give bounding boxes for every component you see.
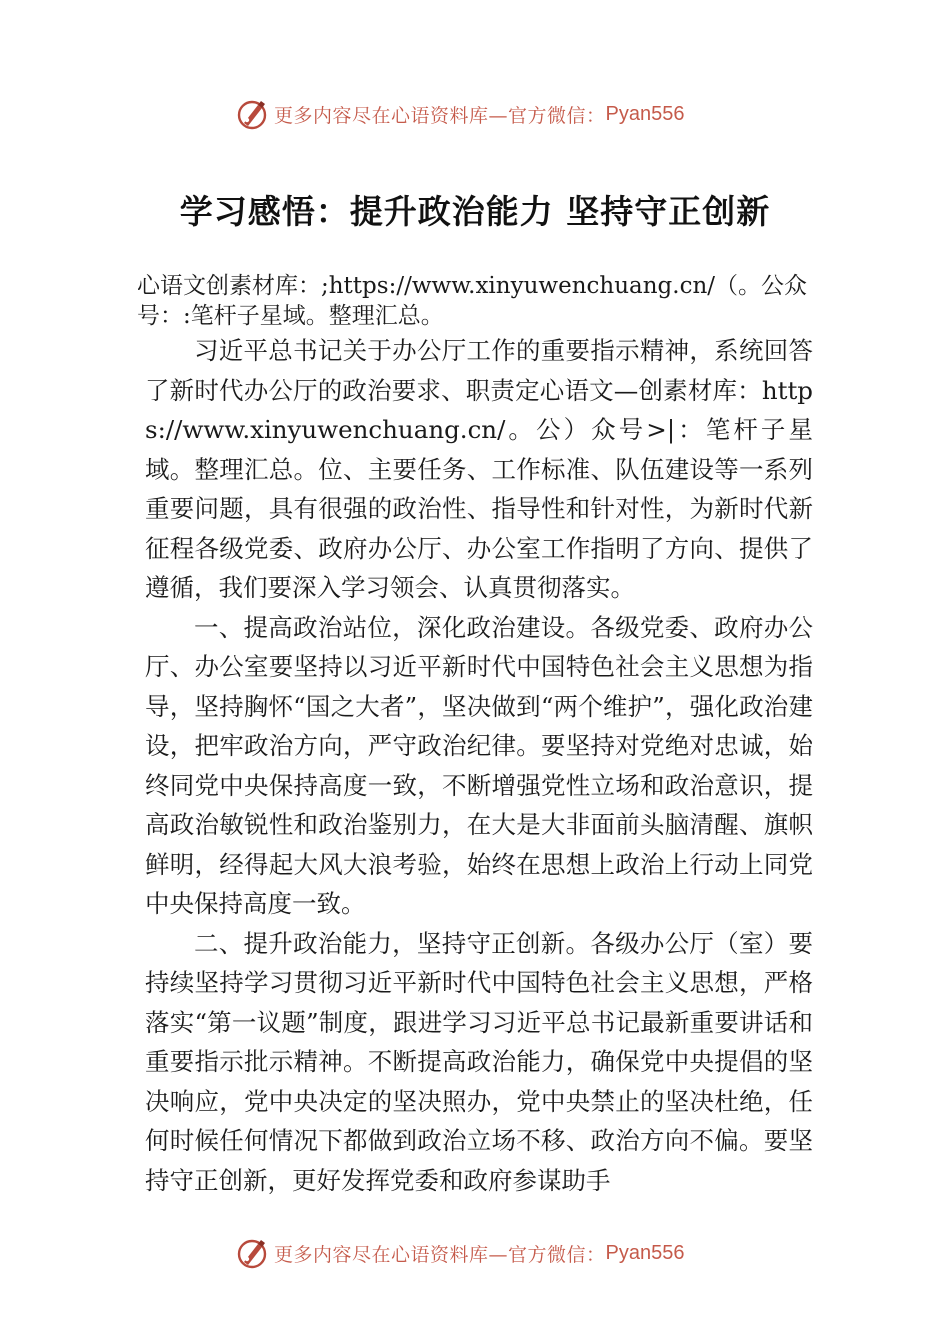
paragraph: 一、提高政治站位，深化政治建设。各级党委、政府办公厅、办公室要坚持以习近平新时代中国特色社会主义思想为指导，坚持胸怀“国之大者”，坚决做到“两个维护”，强化政治建设，把牢政治方向，严守政治纪律。要坚持对党绝对忠诚，始终同党中央保持高度一致，不断增强党性立场和政治意识，提高政治敏锐性和政治鉴别力，在大是大非面前头脑清醒、旗帜鲜明，经得起大风大浪考验，始终在思想上政治上行动上同党中央保持高度一致。 [145,612,813,918]
banner-wechat-id: Pyan556 [605,1241,685,1264]
pen-logo-icon [234,1235,270,1271]
paragraph: 二、提升政治能力，坚持守正创新。各级办公厅（室）要持续坚持学习贯彻习近平新时代中国特色社会主义思想，严格落实“第一议题”制度，跟进学习习近平总书记最新重要讲话和重要指示批示精神。不断提高政治能力，确保党中央提倡的坚决响应，党中央决定的坚决照办，党中央禁止的坚决杜绝，任何时候任何情况下都做到政治立场不移、政治方向不偏。要坚持守正创新，更好发挥党委和政府参谋助手 [145,928,813,1195]
banner-text: 更多内容尽在心语资料库—官方微信： [274,104,606,127]
banner-text: 更多内容尽在心语资料库—官方微信： [274,1243,606,1266]
pen-logo-icon [234,96,270,132]
document-title: 学习感悟：提升政治能力 坚持守正创新 [179,192,771,231]
banner-wechat-id: Pyan556 [605,102,685,125]
document-body [145,331,813,1200]
paragraph: 习近平总书记关于办公厅工作的重要指示精神，系统回答了新时代办公厅的政治要求、职责定心语文—创素材库：https://www.xinyuwenchuang.cn/。公）众号>|：笔杆子星域。整理汇总。位、主要任务、工作标准、队伍建设等一系列重要问题，具有很强的政治性、指导性和针对性，为新时代新征程各级党委、政府办公厅、办公室工作指明了方向、提供了遵循，我们要深入学习领会、认真贯彻落实。 [145,336,813,602]
footer-banner [234,1233,684,1273]
header-banner [234,94,684,134]
source-line: 心语文创素材库：;https://www.xinyuwenchuang.cn/（。公众号：:笔杆子星域。整理汇总。 [137,273,808,329]
